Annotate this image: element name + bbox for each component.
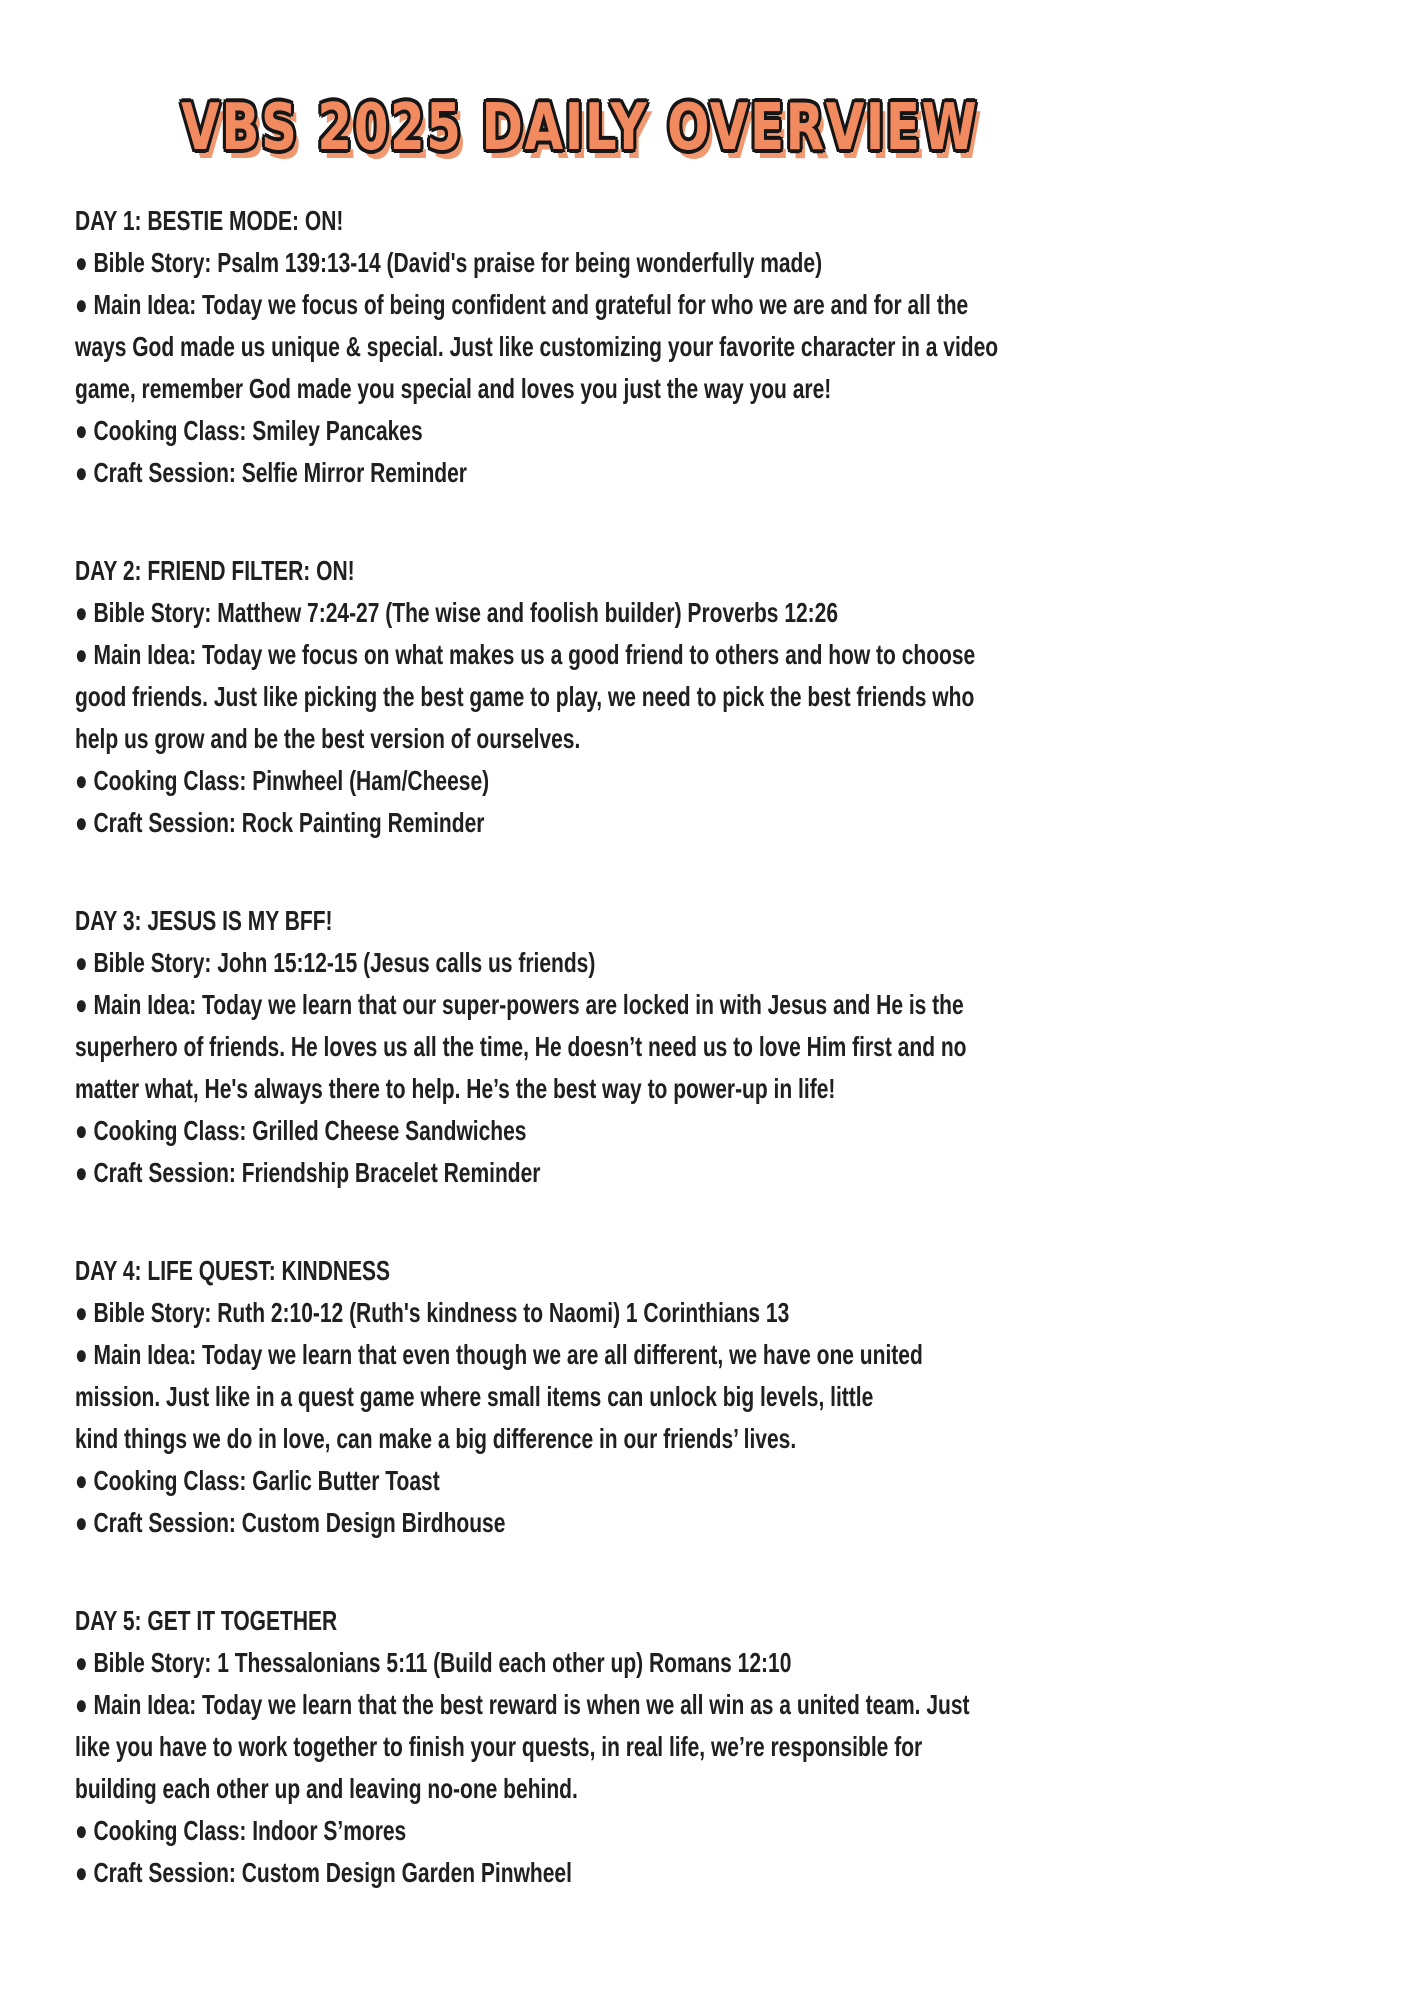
bullet-line: ● Cooking Class: Garlic Butter Toast [75, 1465, 440, 1496]
bullet-line: ● Craft Session: Custom Design Garden Pinwheel [75, 1857, 572, 1888]
bullet-line: ● Craft Session: Custom Design Birdhouse [75, 1507, 506, 1538]
day-section [75, 550, 1043, 844]
page-title: VBS 2025 DAILY OVERVIEW [181, 91, 979, 165]
bullet-line: ● Craft Session: Selfie Mirror Reminder [75, 457, 467, 488]
day-heading: DAY 4: LIFE QUEST: KINDNESS [75, 1255, 391, 1286]
text-line: matter what, He's always there to help. He’s the best way to power-up in life! [75, 1073, 836, 1104]
bullet-line: ● Cooking Class: Smiley Pancakes [75, 415, 423, 446]
bullet-line: ● Craft Session: Rock Painting Reminder [75, 807, 485, 838]
day-heading: DAY 2: FRIEND FILTER: ON! [75, 555, 355, 586]
bullet-line: ● Main Idea: Today we learn that our super-powers are locked in with Jesus and He is the [75, 989, 964, 1020]
day-section [75, 1250, 1043, 1544]
bullet-line: ● Bible Story: 1 Thessalonians 5:11 (Build each other up) Romans 12:10 [75, 1647, 792, 1678]
text-line: kind things we do in love, can make a big difference in our friends’ lives. [75, 1423, 797, 1454]
bullet-line: ● Bible Story: Ruth 2:10-12 (Ruth's kindness to Naomi) 1 Corinthians 13 [75, 1297, 790, 1328]
day-lines [75, 592, 1043, 844]
bullet-line: ● Bible Story: John 15:12-15 (Jesus calls us friends) [75, 947, 596, 978]
bullet-line: ● Cooking Class: Grilled Cheese Sandwiches [75, 1115, 527, 1146]
daily-overview-list [75, 200, 1043, 1894]
day-section [75, 200, 1043, 494]
day-section [75, 900, 1043, 1194]
bullet-line: ● Craft Session: Friendship Bracelet Reminder [75, 1157, 541, 1188]
text-line: building each other up and leaving no-one behind. [75, 1773, 578, 1804]
day-section [75, 1600, 1043, 1894]
day-heading: DAY 5: GET IT TOGETHER [75, 1605, 338, 1636]
bullet-line: ● Main Idea: Today we learn that even though we are all different, we have one united [75, 1339, 923, 1370]
text-line: like you have to work together to finish your quests, in real life, we’re responsible for [75, 1731, 923, 1762]
day-lines [75, 242, 1043, 494]
bullet-line: ● Main Idea: Today we learn that the best reward is when we all win as a united team. Just [75, 1689, 970, 1720]
day-lines [75, 1642, 1043, 1894]
text-line: good friends. Just like picking the best game to play, we need to pick the best friends who [75, 681, 975, 712]
bullet-line: ● Main Idea: Today we focus of being confident and grateful for who we are and for all the [75, 289, 969, 320]
text-line: mission. Just like in a quest game where small items can unlock big levels, little [75, 1381, 874, 1412]
bullet-line: ● Cooking Class: Indoor S’mores [75, 1815, 407, 1846]
bullet-line: ● Cooking Class: Pinwheel (Ham/Cheese) [75, 765, 490, 796]
bullet-line: ● Main Idea: Today we focus on what makes us a good friend to others and how to choose [75, 639, 976, 670]
text-line: help us grow and be the best version of ourselves. [75, 723, 581, 754]
text-line: game, remember God made you special and loves you just the way you are! [75, 373, 832, 404]
text-line: superhero of friends. He loves us all the time, He doesn’t need us to love Him first and no [75, 1031, 967, 1062]
day-heading: DAY 3: JESUS IS MY BFF! [75, 905, 333, 936]
day-lines [75, 942, 1043, 1194]
bullet-line: ● Bible Story: Matthew 7:24-27 (The wise and foolish builder) Proverbs 12:26 [75, 597, 839, 628]
day-heading: DAY 1: BESTIE MODE: ON! [75, 205, 344, 236]
bullet-line: ● Bible Story: Psalm 139:13-14 (David's praise for being wonderfully made) [75, 247, 823, 278]
text-line: ways God made us unique & special. Just like customizing your favorite character in a video [75, 331, 999, 362]
day-lines [75, 1292, 1043, 1544]
